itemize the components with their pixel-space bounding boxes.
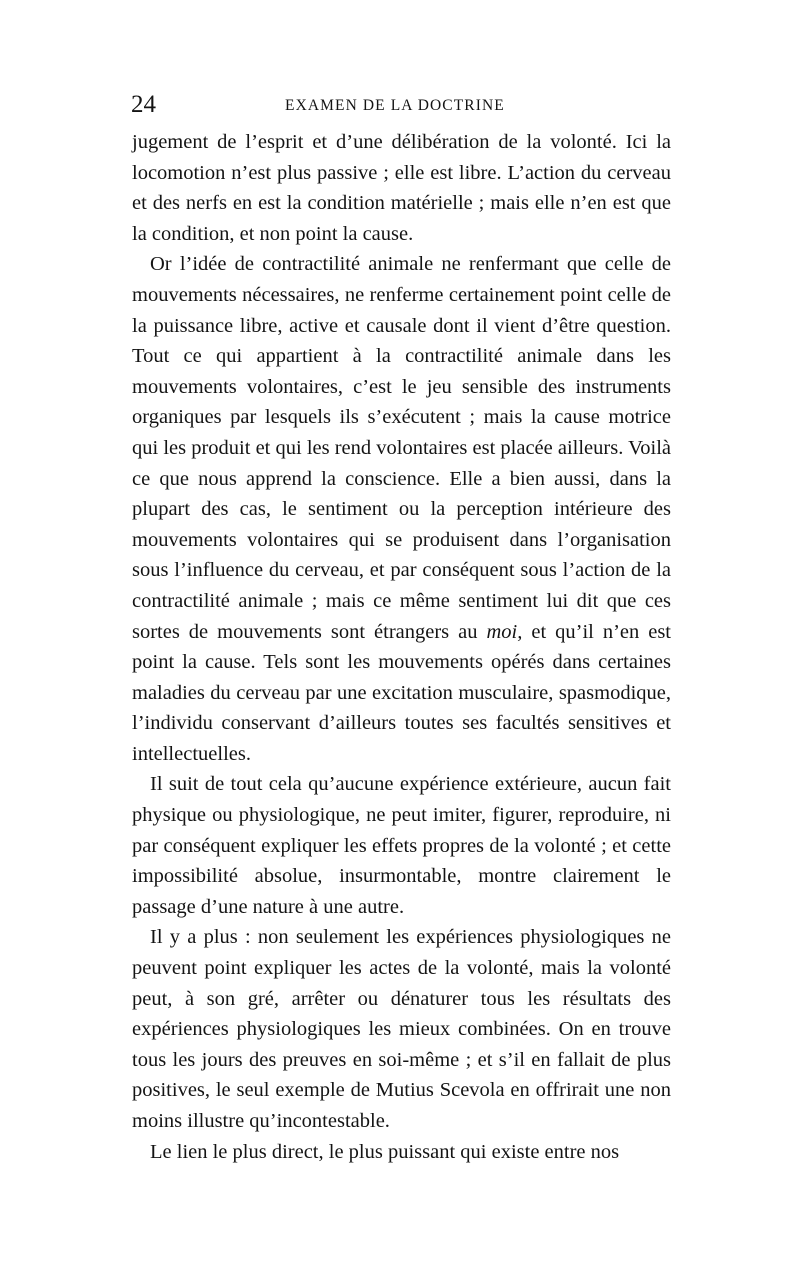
italic-term: moi, bbox=[486, 620, 523, 643]
paragraph-continued: jugement de l’esprit et d’une délibération de la volonté. Ici la locomotion n’est plus passive ; elle est libre. L’action du cerveau et des nerfs en est la condition matérielle ; mais elle n’en est que la condition, et non point la cause. bbox=[132, 131, 671, 245]
paragraph-lien: Le lien le plus direct, le plus puissant qui existe entre nos bbox=[150, 1140, 620, 1163]
paragraph-experience: Il suit de tout cela qu’aucune expérience extérieure, aucun fait physique ou physiologique, ne peut imiter, figurer, reproduire, ni par conséquent expliquer les effets propres de la volonté ; et cette impossibilité absolue, insurmontable, montre clairement le passage d’une nature à une autre. bbox=[132, 773, 671, 918]
paragraph-text: et qu’il n’en est point la cause. Tels sont les mouvements opérés dans certaines maladies du cerveau par une excitation musculaire, spasmodique, l’individu conservant d’ailleurs toutes ses facultés sensitives et intellectuelles. bbox=[132, 620, 671, 765]
paragraph-text: Or l’idée de contractilité animale ne renfermant que celle de mouvements nécessaires, ne renferme certainement point celle de la puissance libre, active et causale dont il vient d’être question. Tout ce qui appartient à la contractilité animale dans les mouvements volontaires, c’est le jeu sensible des instruments organiques par lesquels ils s’exécutent ; mais la cause motrice qui les produit et qui les rend volontaires est placée ailleurs. Voilà ce que nous apprend la conscience. Elle a bien aussi, dans la plupart des cas, le sentiment ou la perception intérieure des mouvements volontaires qui se produisent dans l’organisation sous l’influence du cerveau, et par conséquent sous l’action de la contractilité animale ; mais ce même sentiment lui dit que ces sortes de mouvements sont étrangers au bbox=[132, 253, 671, 643]
paragraph-contractility bbox=[132, 249, 671, 769]
running-title: EXAMEN DE LA DOCTRINE bbox=[285, 97, 505, 114]
paragraph-volonte: Il y a plus : non seulement les expériences physiologiques ne peuvent point expliquer les actes de la volonté, mais la volonté peut, à son gré, arrêter ou dénaturer tous les résultats des expériences physiologiques les mieux combinées. On en trouve tous les jours des preuves en soi-même ; et s’il en fallait de plus positives, le seul exemple de Mutius Scevola en offrirait une non moins illustre qu’incontestable. bbox=[132, 926, 671, 1132]
body-text bbox=[132, 127, 671, 1167]
page-number: 24 bbox=[131, 91, 156, 118]
